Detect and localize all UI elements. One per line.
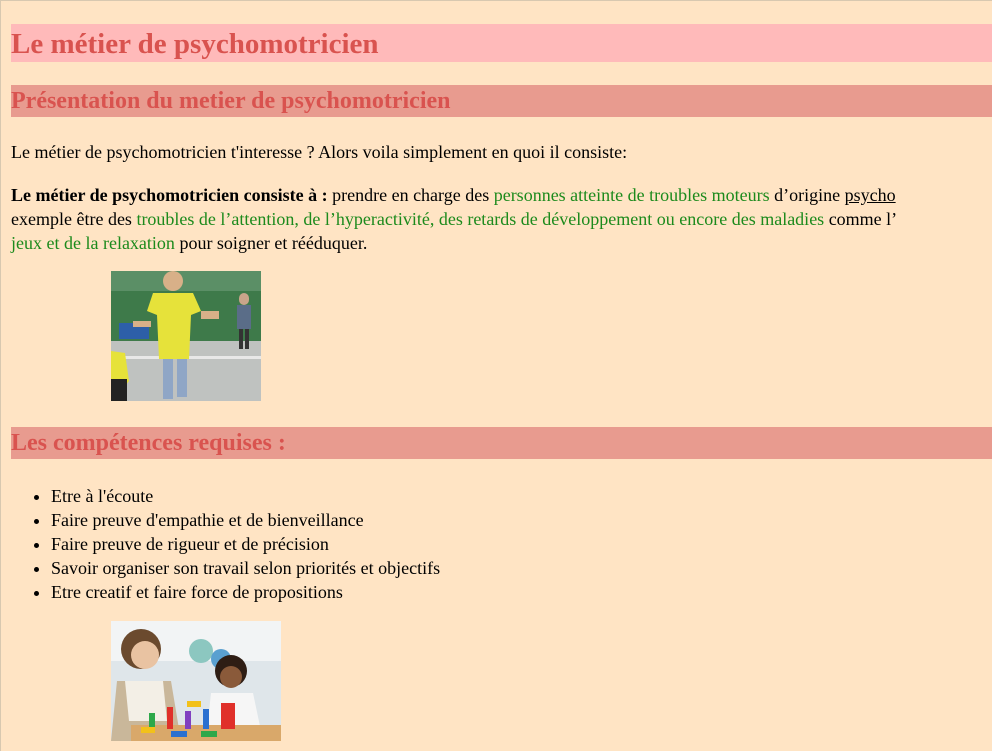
highlight-jeux-relaxation: jeux et de la relaxation xyxy=(11,233,175,253)
section-heading-competences: Les compétences requises : xyxy=(11,427,992,459)
description-bold-lead: Le métier de psychomotricien consiste à : xyxy=(11,185,328,205)
psycho-link[interactable]: psycho xyxy=(844,185,896,205)
list-item: • Savoir organiser son travail selon priorités et objectifs xyxy=(51,556,440,580)
description-line-3: jeux et de la relaxation pour soigner et rééduquer. xyxy=(11,233,368,253)
description-line-1: Le métier de psychomotricien consiste à : prendre en charge des personnes atteinte de troubles moteurs d’origine psycho xyxy=(11,185,896,205)
list-item: • Etre creatif et faire force de propositions xyxy=(51,580,440,604)
section-heading-presentation: Présentation du metier de psychomotricien xyxy=(11,85,992,117)
description-line-2: exemple être des troubles de l’attention, de l’hyperactivité, des retards de développement ou encore des maladies comme l’ xyxy=(11,209,898,229)
list-item: • Etre à l'écoute xyxy=(51,484,440,508)
page-title: Le métier de psychomotricien xyxy=(11,24,992,62)
intro-paragraph: Le métier de psychomotricien t'interesse ? Alors voila simplement en quoi il consiste: xyxy=(11,142,628,162)
child-gym-photo xyxy=(111,271,261,401)
description-paragraph xyxy=(11,183,992,255)
skills-list xyxy=(11,484,440,604)
list-item: • Faire preuve de rigueur et de précision xyxy=(51,532,440,556)
highlight-troubles-attention: troubles de l’attention, de l’hyperactivité, des retards de développement ou encore des maladies xyxy=(136,209,825,229)
list-item: • Faire preuve d'empathie et de bienveillance xyxy=(51,508,440,532)
therapy-session-photo xyxy=(111,621,281,741)
highlight-troubles-moteurs: personnes atteinte de troubles moteurs xyxy=(493,185,770,205)
